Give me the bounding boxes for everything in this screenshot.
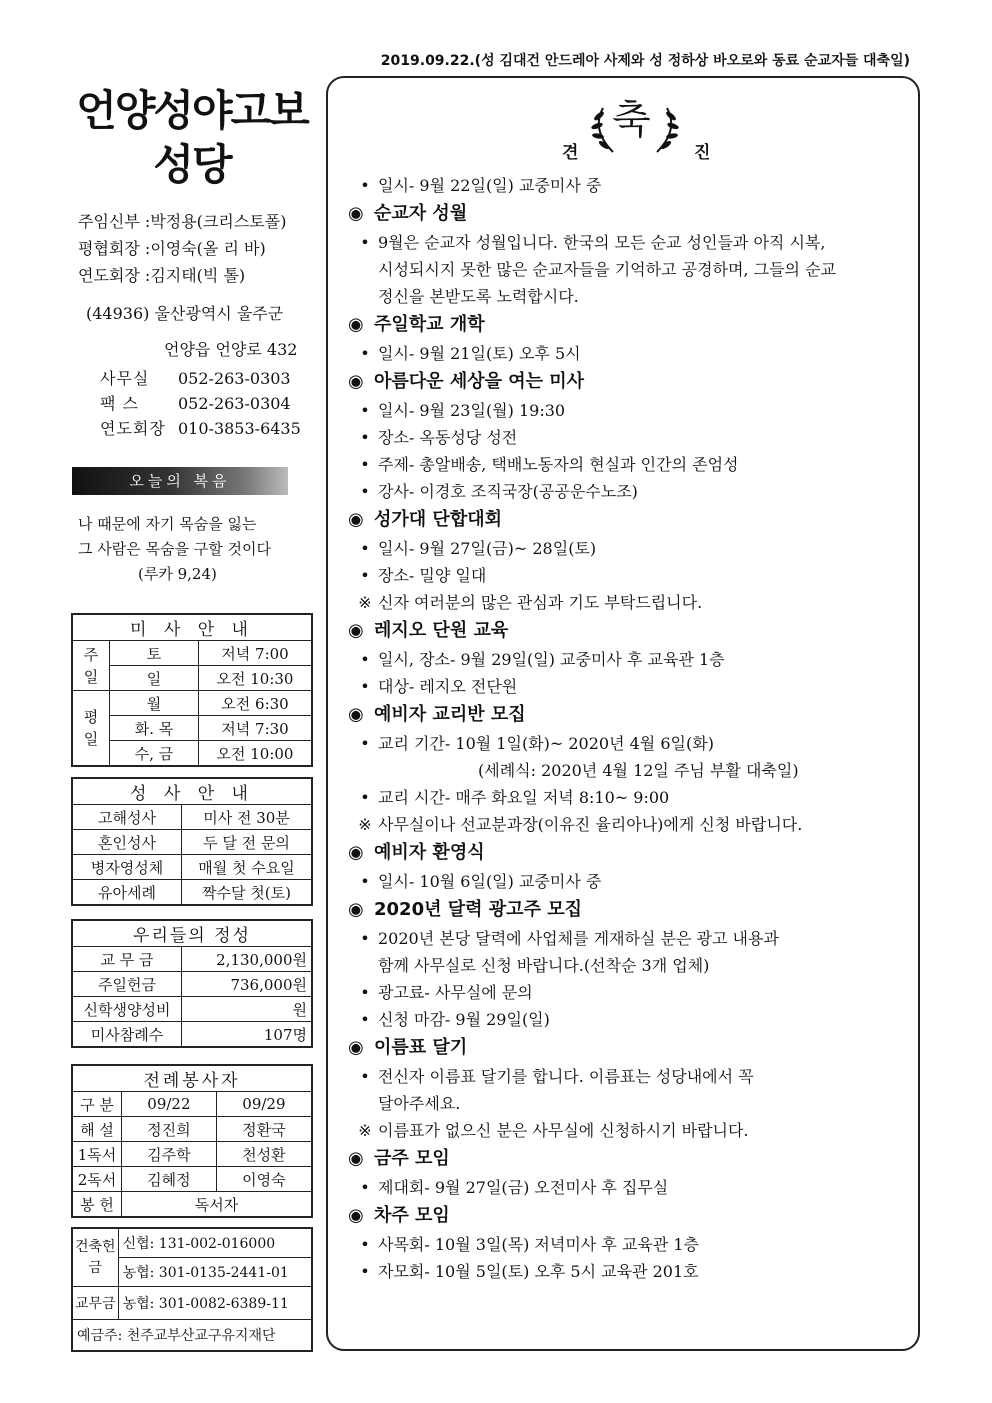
notice-bullet — [348, 562, 908, 589]
accounts-table — [71, 1227, 313, 1352]
notice-bullet — [348, 535, 908, 562]
sacrament-info: 매월 첫 수요일 — [182, 855, 313, 880]
notice-heading — [348, 616, 908, 646]
servers-role: 2독서 — [72, 1167, 122, 1192]
circled-dot-icon: ◉ — [348, 620, 364, 641]
notice-heading-text: 차주 모임 — [374, 1205, 450, 1226]
notice-bullet — [348, 730, 908, 757]
account-number: 농협: 301-0082-6389-11 — [118, 1287, 312, 1320]
bullet-icon: • — [360, 176, 370, 195]
notice-text: 2020년 본당 달력에 사업체를 게재하실 분은 광고 내용과 — [378, 929, 779, 948]
notice-text: 달아주세요. — [378, 1094, 461, 1113]
circled-dot-icon: ◉ — [348, 509, 364, 530]
notice-bullet — [348, 784, 908, 811]
bullet-icon: • — [360, 1262, 370, 1281]
notice-heading-text: 레지오 단원 교육 — [374, 620, 509, 641]
emblem-left-char: 견 — [562, 143, 579, 163]
servers-role: 해 설 — [72, 1117, 122, 1142]
contact-value: 010-3853-6435 — [178, 419, 301, 438]
offering-amount: 107명 — [182, 1022, 313, 1048]
notice-heading-text: 이름표 달기 — [374, 1037, 468, 1058]
notice-bullet — [348, 478, 908, 505]
parish-title-line2: 성당 — [153, 140, 231, 189]
tithe-label: 교무금 — [72, 1287, 118, 1320]
reference-mark-icon: ※ — [358, 815, 372, 834]
staff-row — [78, 235, 318, 262]
notice-note — [348, 589, 908, 616]
notice-text: 시성되시지 못한 많은 순교자들을 기억하고 공경하며, 그들의 순교 — [378, 260, 837, 279]
notice-text: 신청 마감- 9월 29일(일) — [378, 1010, 550, 1029]
gospel-reference: (루카 9,24) — [138, 565, 217, 583]
bullet-icon: • — [360, 650, 370, 669]
staff-value: :이영숙(올 리 바) — [144, 239, 266, 258]
notice-bullet — [348, 229, 908, 256]
mass-time: 오전 10:00 — [199, 741, 313, 767]
circled-dot-icon: ◉ — [348, 1205, 364, 1226]
notice-bullet — [348, 1258, 908, 1285]
gospel-line: 그 사람은 목숨을 구할 것이다 — [78, 540, 271, 558]
sacrament-info: 짝수달 첫(토) — [182, 880, 313, 906]
contact-label: 팩 스 — [100, 394, 139, 413]
notice-heading — [348, 1144, 908, 1174]
bullet-icon: • — [360, 734, 370, 753]
servers-header: 전례봉사자 — [72, 1065, 312, 1092]
notice-heading-text: 금주 모임 — [374, 1148, 450, 1169]
notice-heading-text: 예비자 교리반 모집 — [374, 704, 526, 725]
offering-name: 주일헌금 — [72, 972, 182, 997]
notice-sub-line — [348, 757, 908, 784]
notice-text: 강사- 이경호 조직국장(공공운수노조) — [378, 482, 638, 501]
contact-row — [100, 366, 320, 391]
date-line: 2019.09.22.(성 김대건 안드레아 사제와 성 정하상 바오로와 동료 순교자들 대축일) — [380, 53, 910, 69]
notice-note — [348, 811, 908, 838]
contact-row — [100, 391, 320, 416]
servers-name: 이영숙 — [216, 1167, 312, 1192]
bullet-icon: • — [360, 929, 370, 948]
emblem-center-char: 축 — [612, 97, 651, 143]
address-line2: 언양읍 언양로 432 — [164, 340, 298, 359]
notice-text: 일시- 9월 27일(금)~ 28일(토) — [378, 539, 597, 558]
offering-name: 교 무 금 — [72, 947, 182, 972]
notice-continuation — [348, 256, 908, 283]
servers-col: 09/22 — [122, 1092, 217, 1117]
bullet-icon: • — [360, 872, 370, 891]
servers-role: 봉 헌 — [72, 1192, 122, 1218]
notice-bullet — [348, 1174, 908, 1201]
notice-text: 9월은 순교자 성월입니다. 한국의 모든 순교 성인들과 아직 시복, — [378, 233, 826, 252]
mass-day: 수, 금 — [110, 741, 199, 767]
contact-label: 연도회장 — [100, 419, 166, 438]
offering-amount: 2,130,000원 — [182, 947, 313, 972]
sacrament-name: 혼인성사 — [72, 830, 182, 855]
notice-heading — [348, 1201, 908, 1231]
bullet-icon: • — [360, 401, 370, 420]
notice-bullet — [348, 424, 908, 451]
notice-heading — [348, 838, 908, 868]
offering-amount: 원 — [182, 997, 313, 1022]
gospel-line: 나 때문에 자기 목숨을 잃는 — [78, 515, 257, 533]
sacraments-table — [71, 777, 313, 906]
notice-bullet — [348, 673, 908, 700]
contact-value: 052-263-0304 — [178, 394, 291, 413]
notice-text: (세례식: 2020년 4월 12일 주님 부활 대축일) — [478, 761, 799, 780]
bullet-icon: • — [360, 455, 370, 474]
notice-bullet — [348, 646, 908, 673]
bullet-icon: • — [360, 1010, 370, 1029]
reference-mark-icon: ※ — [358, 593, 372, 612]
servers-role: 1독서 — [72, 1142, 122, 1167]
notice-heading-text: 아름다운 세상을 여는 미사 — [374, 371, 585, 392]
notice-bullet — [348, 172, 908, 199]
staff-label: 연도회장 — [78, 266, 140, 285]
notice-bullet — [348, 925, 908, 952]
bullet-icon: • — [360, 566, 370, 585]
notice-text: 신자 여러분의 많은 관심과 기도 부탁드립니다. — [378, 593, 703, 612]
mass-day: 월 — [110, 691, 199, 716]
staff-row — [78, 262, 318, 289]
mass-time: 저녁 7:30 — [199, 716, 313, 741]
notice-text: 장소- 밀양 일대 — [378, 566, 487, 585]
staff-label: 평협회장 — [78, 239, 140, 258]
notice-heading-text: 예비자 환영식 — [374, 842, 485, 863]
notice-text: 일시- 10월 6일(일) 교중미사 중 — [378, 872, 602, 891]
notice-text: 사무실이나 선교분과장(이유진 율리아나)에게 신청 바랍니다. — [378, 815, 803, 834]
notice-text: 제대회- 9월 27일(금) 오전미사 후 집무실 — [378, 1178, 669, 1197]
account-number: 신협: 131-002-016000 — [118, 1228, 312, 1258]
contact-label: 사무실 — [100, 369, 150, 388]
circled-dot-icon: ◉ — [348, 704, 364, 725]
notice-text: 정신을 본받도록 노력합시다. — [378, 287, 579, 306]
bullet-icon: • — [360, 539, 370, 558]
emblem-right-char: 진 — [694, 143, 711, 163]
notice-note — [348, 1117, 908, 1144]
notice-continuation — [348, 283, 908, 310]
notice-text: 자모회- 10월 5일(토) 오후 5시 교육관 201호 — [378, 1262, 699, 1281]
notice-text: 주제- 총알배송, 택배노동자의 현실과 인간의 존엄성 — [378, 455, 739, 474]
address-line1: (44936) 울산광역시 울주군 — [86, 304, 284, 323]
sacrament-name: 고해성사 — [72, 805, 182, 830]
notice-text: 이름표가 없으신 분은 사무실에 신청하시기 바랍니다. — [378, 1121, 749, 1140]
notice-bullet — [348, 868, 908, 895]
reference-mark-icon: ※ — [358, 1121, 372, 1140]
circled-dot-icon: ◉ — [348, 203, 364, 224]
servers-name: 천성환 — [216, 1142, 312, 1167]
address — [86, 296, 316, 368]
sacrament-info: 두 달 전 문의 — [182, 830, 313, 855]
notice-text: 광고료- 사무실에 문의 — [378, 983, 533, 1002]
offering-amount: 736,000원 — [182, 972, 313, 997]
circled-dot-icon: ◉ — [348, 1148, 364, 1169]
notice-bullet — [348, 1006, 908, 1033]
account-holder: 예금주: 천주교부산교구유지재단 — [72, 1320, 312, 1352]
notice-heading-text: 성가대 단합대회 — [374, 509, 502, 530]
notice-bullet — [348, 397, 908, 424]
bullet-icon: • — [360, 788, 370, 807]
notice-heading-text: 순교자 성월 — [374, 203, 468, 224]
contact-value: 052-263-0303 — [178, 369, 291, 388]
contact-row — [100, 416, 320, 441]
gospel-header: 오늘의 복음 — [72, 467, 288, 495]
mass-table — [71, 613, 313, 767]
notice-text: 함께 사무실로 신청 바랍니다.(선착순 3개 업체) — [378, 956, 710, 975]
mass-time: 저녁 7:00 — [199, 641, 313, 666]
notice-bullet — [348, 340, 908, 367]
offerings-header: 우리들의 정성 — [72, 920, 312, 947]
notice-heading — [348, 1033, 908, 1063]
notice-heading — [348, 199, 908, 229]
mass-day: 화. 목 — [110, 716, 199, 741]
offerings-table — [71, 919, 313, 1048]
bullet-icon: • — [360, 482, 370, 501]
staff-value: :박정용(크리스토폴) — [144, 212, 287, 231]
notice-heading — [348, 700, 908, 730]
bullet-icon: • — [360, 344, 370, 363]
notice-heading — [348, 895, 908, 925]
notice-continuation — [348, 1090, 908, 1117]
notice-bullet — [348, 979, 908, 1006]
bullet-icon: • — [360, 983, 370, 1002]
offering-name: 신학생양성비 — [72, 997, 182, 1022]
servers-name: 정진희 — [122, 1117, 217, 1142]
notices-list — [348, 172, 908, 1285]
contacts — [100, 366, 320, 441]
bullet-icon: • — [360, 1067, 370, 1086]
notice-heading — [348, 505, 908, 535]
notice-text: 일시- 9월 22일(일) 교중미사 중 — [378, 176, 602, 195]
mass-day: 일 — [110, 666, 199, 691]
notice-text: 교리 시간- 매주 화요일 저녁 8:10~ 9:00 — [378, 788, 670, 807]
mass-day: 토 — [110, 641, 199, 666]
account-number: 농협: 301-0135-2441-01 — [118, 1258, 312, 1287]
notice-continuation — [348, 952, 908, 979]
servers-name: 김주학 — [122, 1142, 217, 1167]
bullet-icon: • — [360, 233, 370, 252]
notice-heading-text: 주일학교 개학 — [374, 314, 485, 335]
mass-time: 오전 6:30 — [199, 691, 313, 716]
staff-label: 주임신부 — [78, 212, 140, 231]
circled-dot-icon: ◉ — [348, 371, 364, 392]
staff-row — [78, 208, 318, 235]
mass-table-header: 미 사 안 내 — [72, 614, 312, 641]
notice-text: 사목회- 10월 3일(목) 저녁미사 후 교육관 1층 — [378, 1235, 699, 1254]
servers-name: 김혜정 — [122, 1167, 217, 1192]
staff-value: :김지태(빅 톨) — [144, 266, 246, 285]
offering-name: 미사참례수 — [72, 1022, 182, 1048]
bullet-icon: • — [360, 428, 370, 447]
servers-col: 구 분 — [72, 1092, 122, 1117]
circled-dot-icon: ◉ — [348, 899, 364, 920]
notice-text: 장소- 옥동성당 성전 — [378, 428, 518, 447]
gospel-text — [78, 512, 308, 587]
notice-text: 교리 기간- 10월 1일(화)~ 2020년 4월 6일(화) — [378, 734, 714, 753]
servers-col: 09/29 — [216, 1092, 312, 1117]
staff-list — [78, 208, 318, 289]
circled-dot-icon: ◉ — [348, 842, 364, 863]
servers-table — [71, 1064, 313, 1218]
notice-heading-text: 2020년 달력 광고주 모집 — [374, 899, 583, 920]
notice-text: 일시, 장소- 9월 29일(일) 교중미사 후 교육관 1층 — [378, 650, 725, 669]
mass-time: 오전 10:30 — [199, 666, 313, 691]
bullet-icon: • — [360, 677, 370, 696]
sacrament-name: 유아세례 — [72, 880, 182, 906]
notice-text: 일시- 9월 23일(월) 19:30 — [378, 401, 566, 420]
servers-name: 정환국 — [216, 1117, 312, 1142]
parish-title — [72, 84, 312, 192]
notice-bullet — [348, 1063, 908, 1090]
circled-dot-icon: ◉ — [348, 314, 364, 335]
notice-bullet — [348, 1231, 908, 1258]
sacrament-name: 병자영성체 — [72, 855, 182, 880]
sacraments-header: 성 사 안 내 — [72, 778, 312, 805]
sacrament-info: 미사 전 30분 — [182, 805, 313, 830]
building-fund-label: 건축헌금 — [72, 1228, 118, 1287]
notice-bullet — [348, 451, 908, 478]
servers-name: 독서자 — [122, 1192, 313, 1218]
notice-heading — [348, 310, 908, 340]
notice-heading — [348, 367, 908, 397]
parish-title-line1: 언양성야고보 — [76, 86, 308, 135]
weekday-label: 평일 — [72, 691, 110, 767]
sunday-label: 주일 — [72, 641, 110, 691]
notice-text: 전신자 이름표 달기를 합니다. 이름표는 성당내에서 꼭 — [378, 1067, 754, 1086]
bullet-icon: • — [360, 1178, 370, 1197]
bullet-icon: • — [360, 1235, 370, 1254]
notice-text: 일시- 9월 21일(토) 오후 5시 — [378, 344, 581, 363]
notice-text: 대상- 레지오 전단원 — [378, 677, 518, 696]
circled-dot-icon: ◉ — [348, 1037, 364, 1058]
